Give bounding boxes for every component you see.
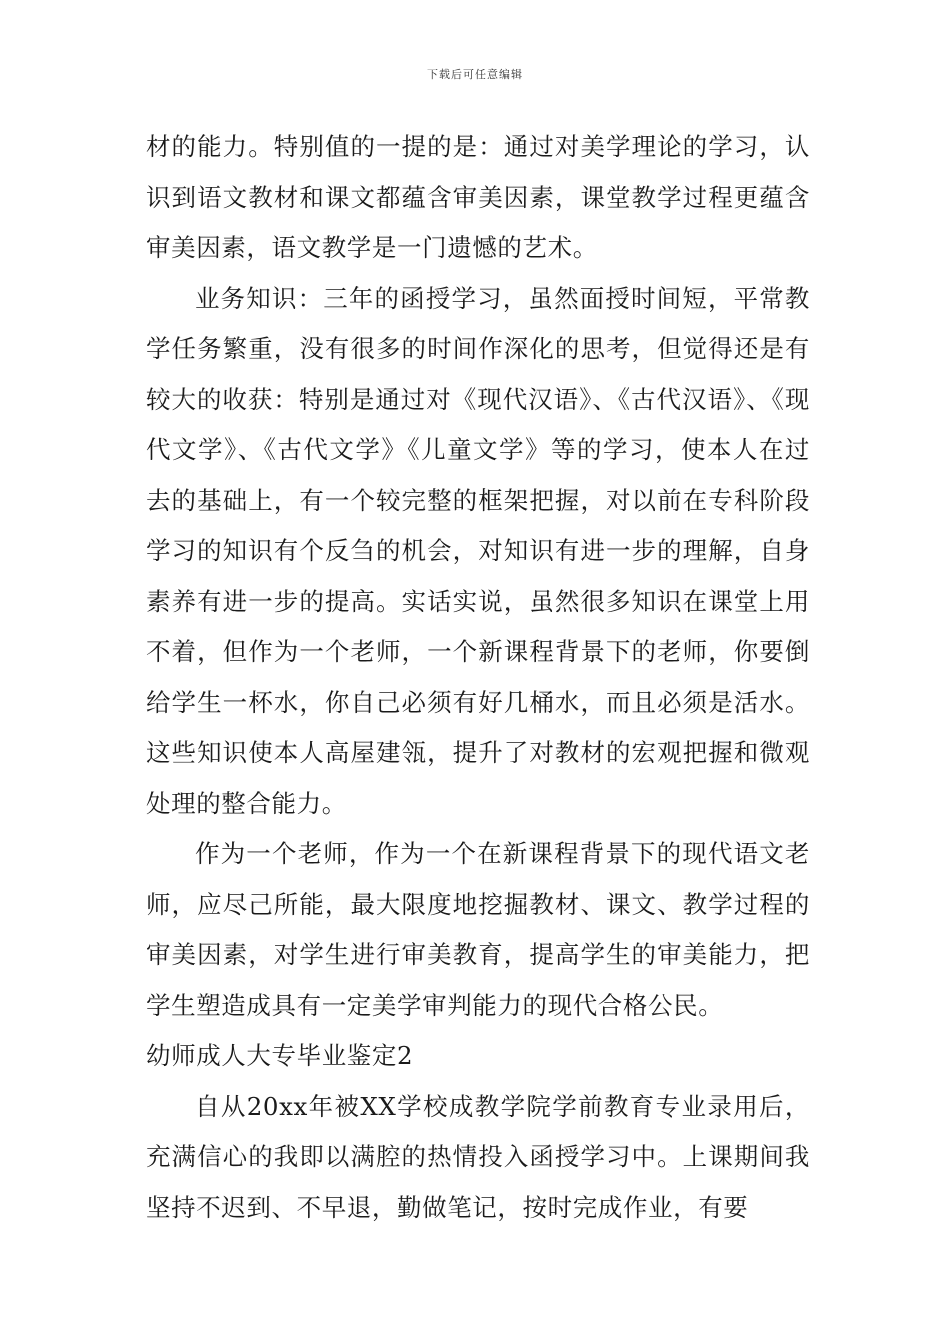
section-heading: 幼师成人大专毕业鉴定2 (146, 1041, 414, 1070)
paragraph-1: 材的能力。特别值的一提的是：通过对美学理论的学习，认识到语文教材和课文都蕴含审美因素，课堂教学过程更蕴含审美因素，语文教学是一门遗憾的艺术。 (146, 132, 810, 262)
paragraph-4: 自从20xx年被XX学校成教学院学前教育专业录用后，充满信心的我即以满腔的热情投入函授学习中。上课期间我坚持不迟到、不早退，勤做笔记，按时完成作业，有要 (146, 1091, 810, 1222)
document-body (146, 122, 810, 1233)
paragraph-2: 业务知识：三年的函授学习，虽然面授时间短，平常教学任务繁重，没有很多的时间作深化的思考，但觉得还是有较大的收获：特别是通过对《现代汉语》、《古代汉语》、《现代文学》、《古代文学》《儿童文学》等的学习，使本人在过去的基础上，有一个较完整的框架把握，对以前在专科阶段学习的知识有个反刍的机会，对知识有进一步的理解，自身素养有进一步的提高。实话实说，虽然很多知识在课堂上用不着，但作为一个老师，一个新课程背景下的老师，你要倒给学生一杯水，你自己必须有好几桶水，而且必须是活水。这些知识使本人高屋建瓴，提升了对教材的宏观把握和微观处理的整合能力。 (146, 283, 810, 818)
page-header: 下载后可任意编辑 (427, 68, 523, 81)
paragraph-3: 作为一个老师，作为一个在新课程背景下的现代语文老师，应尽己所能，最大限度地挖掘教材、课文、教学过程的审美因素，对学生进行审美教育，提高学生的审美能力，把学生塑造成具有一定美学审判能力的现代合格公民。 (146, 839, 810, 1020)
